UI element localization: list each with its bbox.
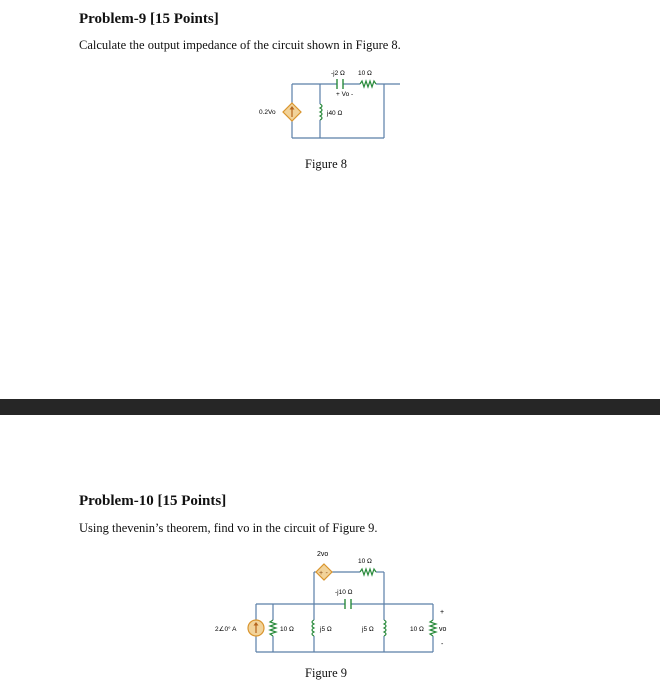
svg-text:+: + [319,570,324,577]
resistor-top-10-ohm [360,569,376,575]
inductor-label: j40 Ω [327,110,343,117]
resistor-top-label: 10 Ω [358,558,372,565]
resistor-right-label: 10 Ω [410,626,424,633]
inductor-left-label: j5 Ω [320,626,332,633]
figure-8-caption: Figure 8 [305,157,348,171]
svg-text:-: - [325,570,328,577]
problem-9-statement: Calculate the output impedance of the circuit shown in Figure 8. [79,38,401,52]
dependent-source-label: 2vo [317,551,329,558]
figure-9-caption: Figure 9 [305,666,348,680]
capacitor-j10 [345,599,351,609]
resistor-left-10-ohm [270,620,276,636]
voltage-label: + Vo - [336,91,354,98]
current-source [248,620,264,636]
dependent-voltage-source [316,564,332,580]
capacitor-label: -j2 Ω [331,70,345,77]
output-label: vo [439,626,447,633]
inductor-right-j5 [384,620,386,636]
source-label: 0.2Vo [259,109,276,116]
inductor-left-j5 [312,620,314,636]
problem-10-title: Problem-10 [15 Points] [79,493,227,509]
output-minus: - [441,641,444,648]
resistor-right-10-ohm [430,620,436,636]
inductor-right-label: j5 Ω [362,626,374,633]
problem-9-title: Problem-9 [15 Points] [79,11,219,27]
resistor-left-label: 10 Ω [280,626,294,633]
capacitor-label: -j10 Ω [335,589,353,596]
output-plus: + [440,609,445,616]
problem-10-statement: Using thevenin’s theorem, find vo in the circuit of Figure 9. [79,521,378,535]
current-source-label: 2∠0° A [215,626,237,633]
resistor-label: 10 Ω [358,70,372,77]
